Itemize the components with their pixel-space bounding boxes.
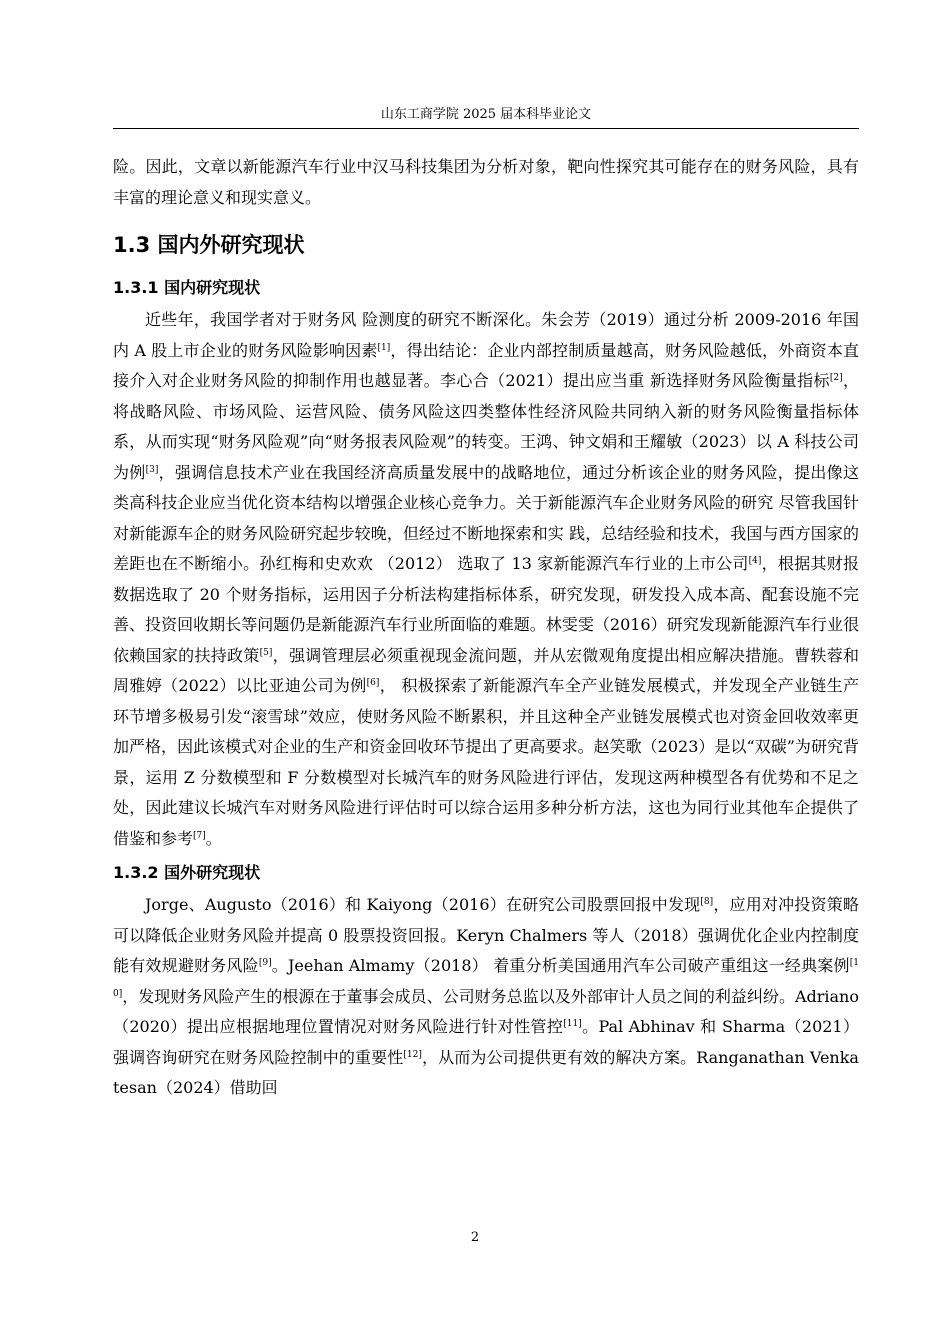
- page-content: [113, 152, 859, 1104]
- text-span: 。: [205, 828, 222, 848]
- text-span: ，应用对冲投资策略可以降低企业财务风险并提高 0 股票投资回报。Keryn Chalmers 等人（2018）强调优化企业内控制度能有效规避财务风险: [113, 895, 859, 975]
- citation-2: [2]: [829, 373, 843, 383]
- page-number: 2: [470, 1230, 480, 1245]
- citation-10: [10]: [113, 958, 859, 999]
- page-header: 山东工商学院 2025 届本科毕业论文: [113, 103, 859, 129]
- text-span: ，发现财务风险产生的根源在于董事会成员、公司财务总监以及外部审计人员之间的利益纠纷。Adriano（2020）提出应根据地理位置情况对财务风险进行针对性管控: [113, 986, 859, 1036]
- citation-6: [6]: [366, 678, 380, 688]
- intro-paragraph: 险。因此，文章以新能源汽车行业中汉马科技集团为分析对象，靶向性探究其可能存在的财务风险，具有丰富的理论意义和现实意义。: [113, 157, 859, 207]
- citation-8: [8]: [700, 897, 714, 907]
- text-span: ，根据其财报数据选取了 20 个财务指标，运用因子分析法构建指标体系，研究发现，研发投入成本高、配套设施不完善、投资回收期长等问题仍是新能源汽车行业所面临的难题。林雯雯（2016）研究发现新能源汽车行业很依赖国家的扶持政策: [113, 554, 859, 665]
- section-1-3-heading: 1.3 国内外研究现状: [113, 233, 305, 257]
- text-span: 。Pal Abhinav 和 Sharma（2021） 强调咨询研究在财务风险控制中的重要性: [113, 1017, 859, 1067]
- foreign-research-paragraph: [113, 890, 859, 1104]
- text-span: ，将战略风险、市场风险、运营风险、债务风险这四类整体性经济风险共同纳入新的财务风险衡量指标体系，从而实现“财务风险观”向“财务报表风险观”的转变。王鸿、钟文娟和王耀敏（2023）以 A 科技公司为例: [113, 371, 859, 482]
- citation-4: [4]: [748, 556, 762, 566]
- text-span: 近些年，我国学者对于财务风 险测度的研究不断深化。朱会芳（2019）通过分析 2009-2016 年国内 A 股上市企业的财务风险影响因素: [113, 310, 859, 360]
- domestic-research-paragraph: [113, 305, 859, 854]
- text-span: ，强调管理层必须重视现金流问题，并从宏微观角度提出相应解决措施。曹轶蓉和周雅婷（2022）以比亚迪公司为例: [113, 645, 859, 695]
- citation-3: [3]: [145, 464, 159, 475]
- citation-1: [1]: [377, 342, 391, 353]
- text-span: ， 积极探索了新能源汽车全产业链发展模式，并发现全产业链生产环节增多极易引发“滚雪球”效应，使财务风险不断累积，并且这种全产业链发展模式也对资金回收效率更加严格，因此该模式对企业的生产和资金回收环节提出了更高要求。赵笑歌（2023）是以“双碳”为研究背景，运用 Z 分数模型和 F 分数模型对长城汽车的财务风险进行评估，发现这两种模型各有优势和不足之处，因此建议长城汽车对财务风险进行评估时可以综合运用多种分析方法，这也为同行业其他车企提供了借鉴和参考: [113, 676, 859, 848]
- text-span: ，从而为公司提供更有效的解决方案。Ranganathan Venkatesan（2024）借助回: [113, 1047, 859, 1097]
- citation-11: [11]: [563, 1019, 582, 1029]
- text-span: ，得出结论：企业内部控制质量越高，财务风险越低，外商资本直接介入对企业财务风险的抑制作用也越显著。李心合（2021）提出应当重 新选择财务风险衡量指标: [113, 340, 859, 390]
- citation-7: [7]: [193, 830, 206, 841]
- text-span: 。Jeehan Almamy（2018） 着重分析美国通用汽车公司破产重组这一经典案例: [271, 956, 850, 975]
- citation-12: [12]: [403, 1049, 422, 1060]
- section-1-3-2-heading: 1.3.2 国外研究现状: [113, 863, 261, 882]
- section-1-3-1-heading: 1.3.1 国内研究现状: [113, 278, 261, 297]
- text-span: ，强调信息技术产业在我国经济高质量发展中的战略地位，通过分析该企业的财务风险，提出像这类高科技企业应当优化资本结构以增强企业核心竞争力。关于新能源汽车企业财务风险的研究 尽管我国针对新能源车企的财务风险研究起步较晚，但经过不断地探索和实 践，总结经验和技术，我国与西方国家的差距也在不断缩小。孙红梅和史欢欢 （2012） 选取了 13 家新能源汽车行业的上市公司: [113, 462, 859, 573]
- citation-9: [9]: [258, 958, 272, 968]
- citation-5: [5]: [259, 647, 273, 658]
- text-span: Jorge、Augusto（2016）和 Kaiyong（2016）在研究公司股票回报中发现: [145, 895, 701, 914]
